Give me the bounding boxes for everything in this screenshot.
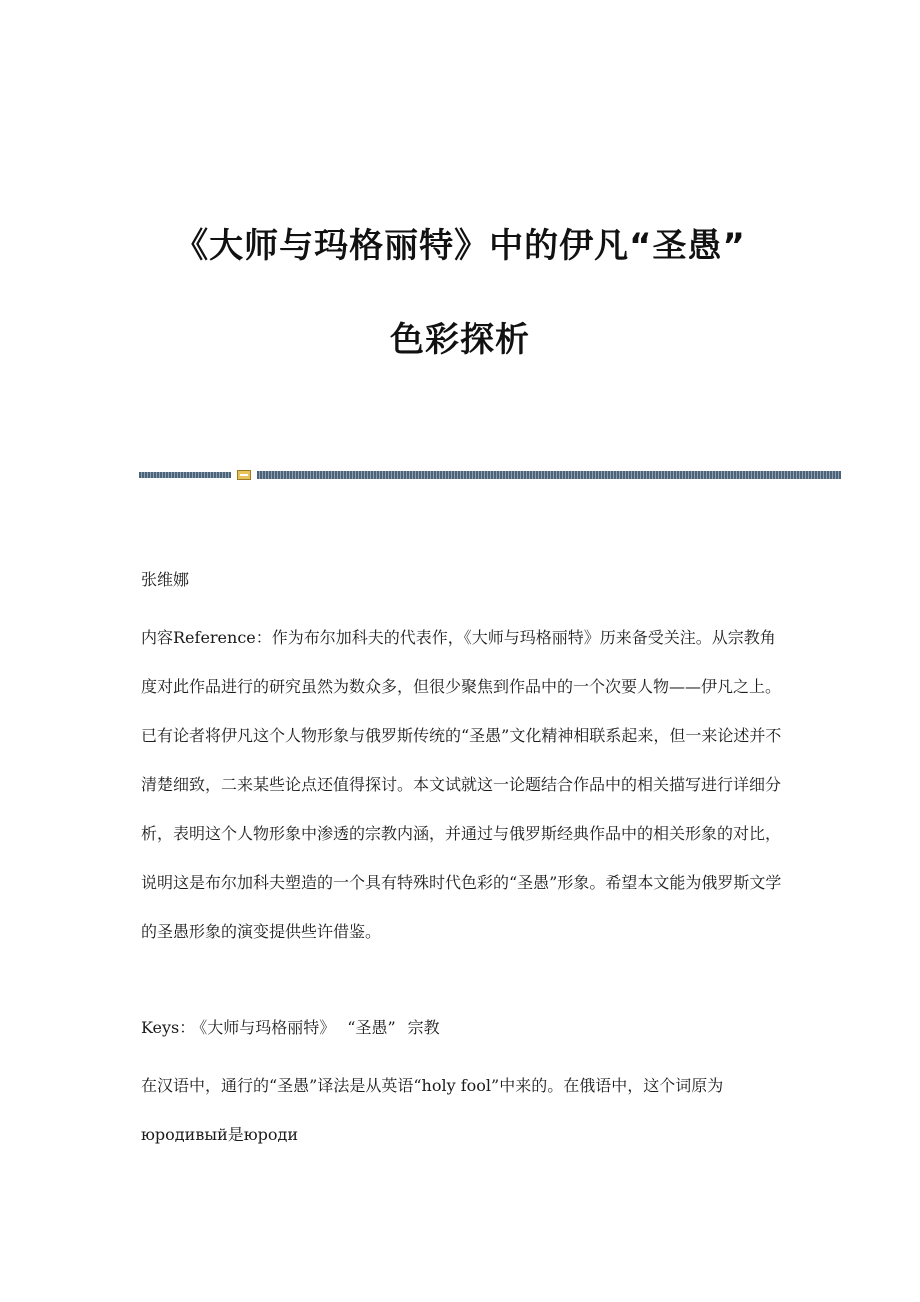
- divider-bar-right: [257, 471, 841, 479]
- keywords-line: [141, 1003, 786, 1052]
- divider-ornament-icon: [237, 470, 251, 480]
- abstract-paragraph: 内容Reference：作为布尔加科夫的代表作，《大师与玛格丽特》历来备受关注。从宗教角度对此作品进行的研究虽然为数众多，但很少聚焦到作品中的一个次要人物——伊凡之上。已有论者将伊凡这个人物形象与俄罗斯传统的“圣愚”文化精神相联系起来，但一来论述并不清楚细致，二来某些论点还值得探讨。本文试就这一论题结合作品中的相关描写进行详细分析，表明这个人物形象中渗透的宗教内涵，并通过与俄罗斯经典作品中的相关形象的对比，说明这是布尔加科夫塑造的一个具有特殊时代色彩的“圣愚”形象。希望本文能为俄罗斯文学的圣愚形象的演变提供些许借鉴。: [141, 628, 782, 941]
- keywords-label: Keys：: [141, 1018, 196, 1037]
- document-title-line-2: 色彩探析: [390, 320, 530, 360]
- keyword-item: 《大师与玛格丽特》: [199, 1018, 336, 1037]
- divider-bar-left: [139, 472, 231, 478]
- document-title-line-1: 《大师与玛格丽特》中的伊凡“圣愚”: [174, 226, 746, 266]
- title-divider: [139, 470, 841, 480]
- body-paragraph: 在汉语中，通行的“圣愚”译法是从英语“holy fool”中来的。在俄语中，这个词原为юродивый是юроди: [141, 1076, 724, 1144]
- keyword-item: “圣愚”: [347, 1018, 396, 1037]
- author-name: 张维娜: [141, 570, 190, 589]
- keyword-item: 宗教: [407, 1018, 440, 1037]
